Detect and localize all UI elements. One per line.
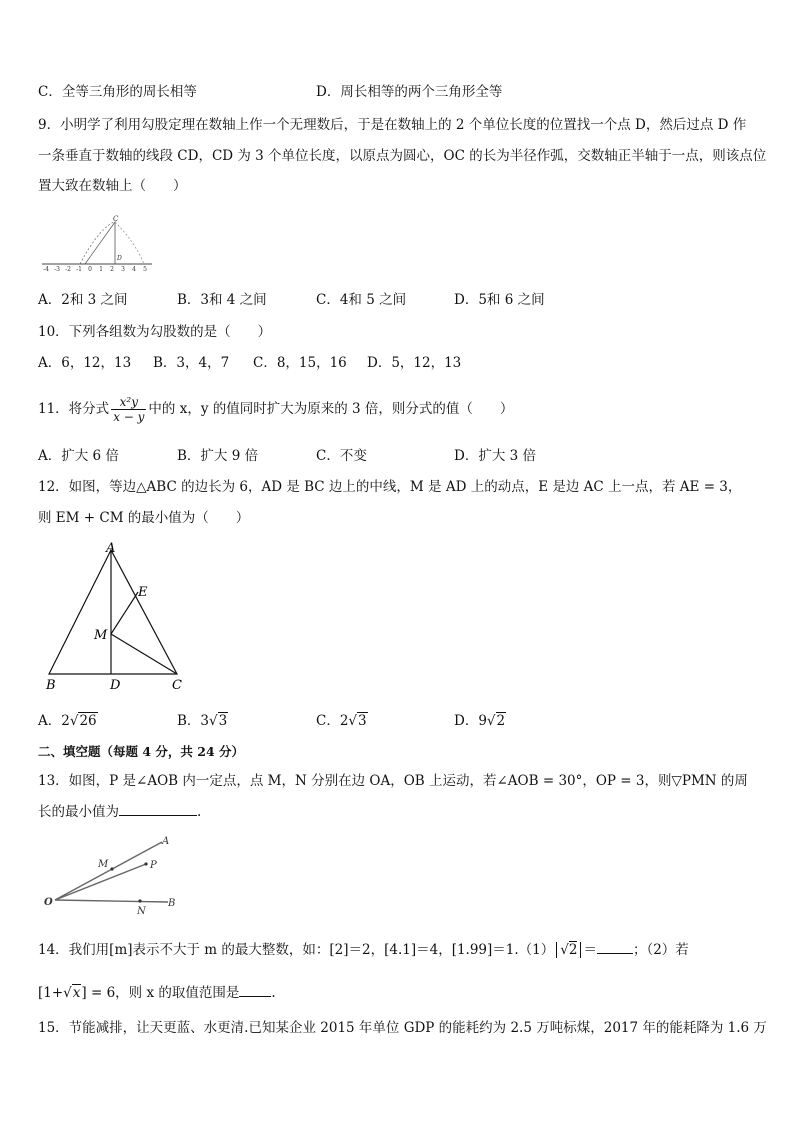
q14-floor-sqrt2: √2 <box>556 942 581 958</box>
q12-label-e: E <box>138 585 148 600</box>
q13-label-n: N <box>137 906 146 917</box>
q9-tick-label: -2 <box>65 266 71 273</box>
q9-tick-label: 4 <box>132 266 136 273</box>
q15-stem-line1: 15．节能减排，让天更蓝、水更清.已知某企业 2015 年单位 GDP 的能耗约为 2.5 万吨标煤，2017 年的能耗降为 1.6 万 <box>38 1020 767 1036</box>
q12-triangle-abc <box>49 550 177 674</box>
q11-option-b: B．扩大 9 倍 <box>177 448 259 464</box>
q14-line2: [1+√x] = 6，则 x 的取值范围是 . <box>38 985 276 1001</box>
q9-stem-line3: 置大致在数轴上（ ） <box>38 178 187 194</box>
q14-blank-2[interactable] <box>239 996 271 997</box>
section-2-heading: 二、填空题（每题 4 分，共 24 分） <box>38 744 245 759</box>
q9-tick-label: 1 <box>99 266 103 273</box>
q9-tick-label: -1 <box>76 266 82 273</box>
q11-option-d: D．扩大 3 倍 <box>454 448 536 464</box>
q13-ray-oa <box>55 842 162 900</box>
q9-option-b: B．3和 4 之间 <box>177 292 267 308</box>
q13-label-m: M <box>98 859 109 870</box>
q11-option-a: A．扩大 6 倍 <box>38 448 119 464</box>
q13-answer-blank[interactable] <box>119 815 197 816</box>
q14-radicand-x: x <box>72 985 81 1001</box>
q10-stem: 10．下列各组数为勾股数的是（ ） <box>38 324 272 340</box>
q12-segment-me <box>111 592 138 634</box>
q9-label-c: C <box>113 215 119 223</box>
q13-angle-figure <box>40 830 190 920</box>
q10-option-c: C．8，15，16 <box>253 355 347 371</box>
q12-triangle-figure <box>40 540 200 692</box>
q11-stem <box>38 391 513 427</box>
q12-stem-line2: 则 EM + CM 的最小值为（ ） <box>38 510 250 526</box>
q9-option-c: C．4和 5 之间 <box>316 292 407 308</box>
q9-tick-label: 3 <box>121 266 125 273</box>
q10-option-b: B．3，4，7 <box>153 355 230 371</box>
q12-option-d-radicand: 2 <box>496 713 506 729</box>
q11-stem-post: 中的 x，y 的值同时扩大为原来的 3 倍，则分式的值（ ） <box>148 401 514 417</box>
q9-stem-line1: 9．小明学了利用勾股定理在数轴上作一个无理数后，于是在数轴上的 2 个单位长度的位置找一个点 D，然后过点 D 作 <box>38 117 747 133</box>
q12-stem-line1: 12．如图，等边△ABC 的边长为 6，AD 是 BC 边上的中线，M 是 AD 上的动点，E 是边 AC 上一点，若 AE = 3， <box>38 479 742 495</box>
q12-option-c-radicand: 3 <box>358 713 367 729</box>
q13-label-p: P <box>150 860 157 871</box>
q9-number-line-figure <box>40 212 160 274</box>
q9-label-d: D <box>117 255 122 262</box>
q12-option-b: B．3√3 <box>177 713 228 729</box>
q12-option-c: C．2√3 <box>316 713 367 729</box>
q13-ray-ob <box>55 900 168 902</box>
q13-label-b: B <box>168 898 176 909</box>
q9-tick-label: -4 <box>43 266 49 273</box>
q12-label-a: A <box>106 541 116 556</box>
q9-stem-line2: 一条垂直于数轴的线段 CD，CD 为 3 个单位长度，以原点为圆心，OC 的长为半径作弧，交数轴正半轴于一点，则该点位 <box>38 148 767 164</box>
q9-tick-labels <box>43 266 147 273</box>
q9-tick-label: 2 <box>110 266 114 273</box>
q12-label-c: C <box>172 678 182 692</box>
q10-option-d: D．5，12，13 <box>367 355 462 371</box>
q9-tick-label: 0 <box>88 266 92 273</box>
q9-tick-label: 5 <box>143 266 147 273</box>
q11-stem-pre: 11．将分式 <box>38 401 110 417</box>
q12-label-m: M <box>94 628 108 643</box>
q10-option-a: A．6，12，13 <box>38 355 132 371</box>
q9-option-d: D．5和 6 之间 <box>454 292 545 308</box>
q11-fraction <box>111 395 146 424</box>
q9-tick-label: -3 <box>54 266 60 273</box>
q8-option-c: C．全等三角形的周长相等 <box>38 84 197 100</box>
q13-stem-line2: 长的最小值为 . <box>38 804 202 820</box>
q12-option-b-radicand: 3 <box>218 713 228 729</box>
q9-arc <box>80 220 118 264</box>
q13-label-o: O <box>44 897 53 908</box>
q9-segment-oc <box>85 222 115 264</box>
q11-fraction-numerator: x²y <box>111 395 146 410</box>
q14-blank-1[interactable] <box>597 953 633 954</box>
q11-fraction-denominator: x − y <box>113 410 145 424</box>
q12-segment-mc <box>111 634 177 674</box>
q8-option-d: D．周长相等的两个三角形全等 <box>316 84 503 100</box>
q9-option-a: A．2和 3 之间 <box>38 292 128 308</box>
q12-label-d: D <box>110 678 121 692</box>
q13-stem-line1: 13．如图，P 是∠AOB 内一定点，点 M，N 分别在边 OA，OB 上运动，若∠AOB = 30°，OP = 3，则▽PMN 的周 <box>38 773 748 789</box>
q12-option-d: D．9√2 <box>454 713 506 729</box>
q12-option-a: A．2√26 <box>38 713 97 729</box>
q14-line1: 14．我们用[m]表示不大于 m 的最大整数，如：[2]＝2，[4.1]＝4，[1.99]＝1.（1） √2 ＝ ；（2）若 <box>38 942 689 958</box>
q13-label-a: A <box>162 836 170 847</box>
q11-option-c: C．不变 <box>316 448 367 464</box>
q12-label-b: B <box>46 678 56 692</box>
q12-option-a-radicand: 26 <box>79 713 97 729</box>
